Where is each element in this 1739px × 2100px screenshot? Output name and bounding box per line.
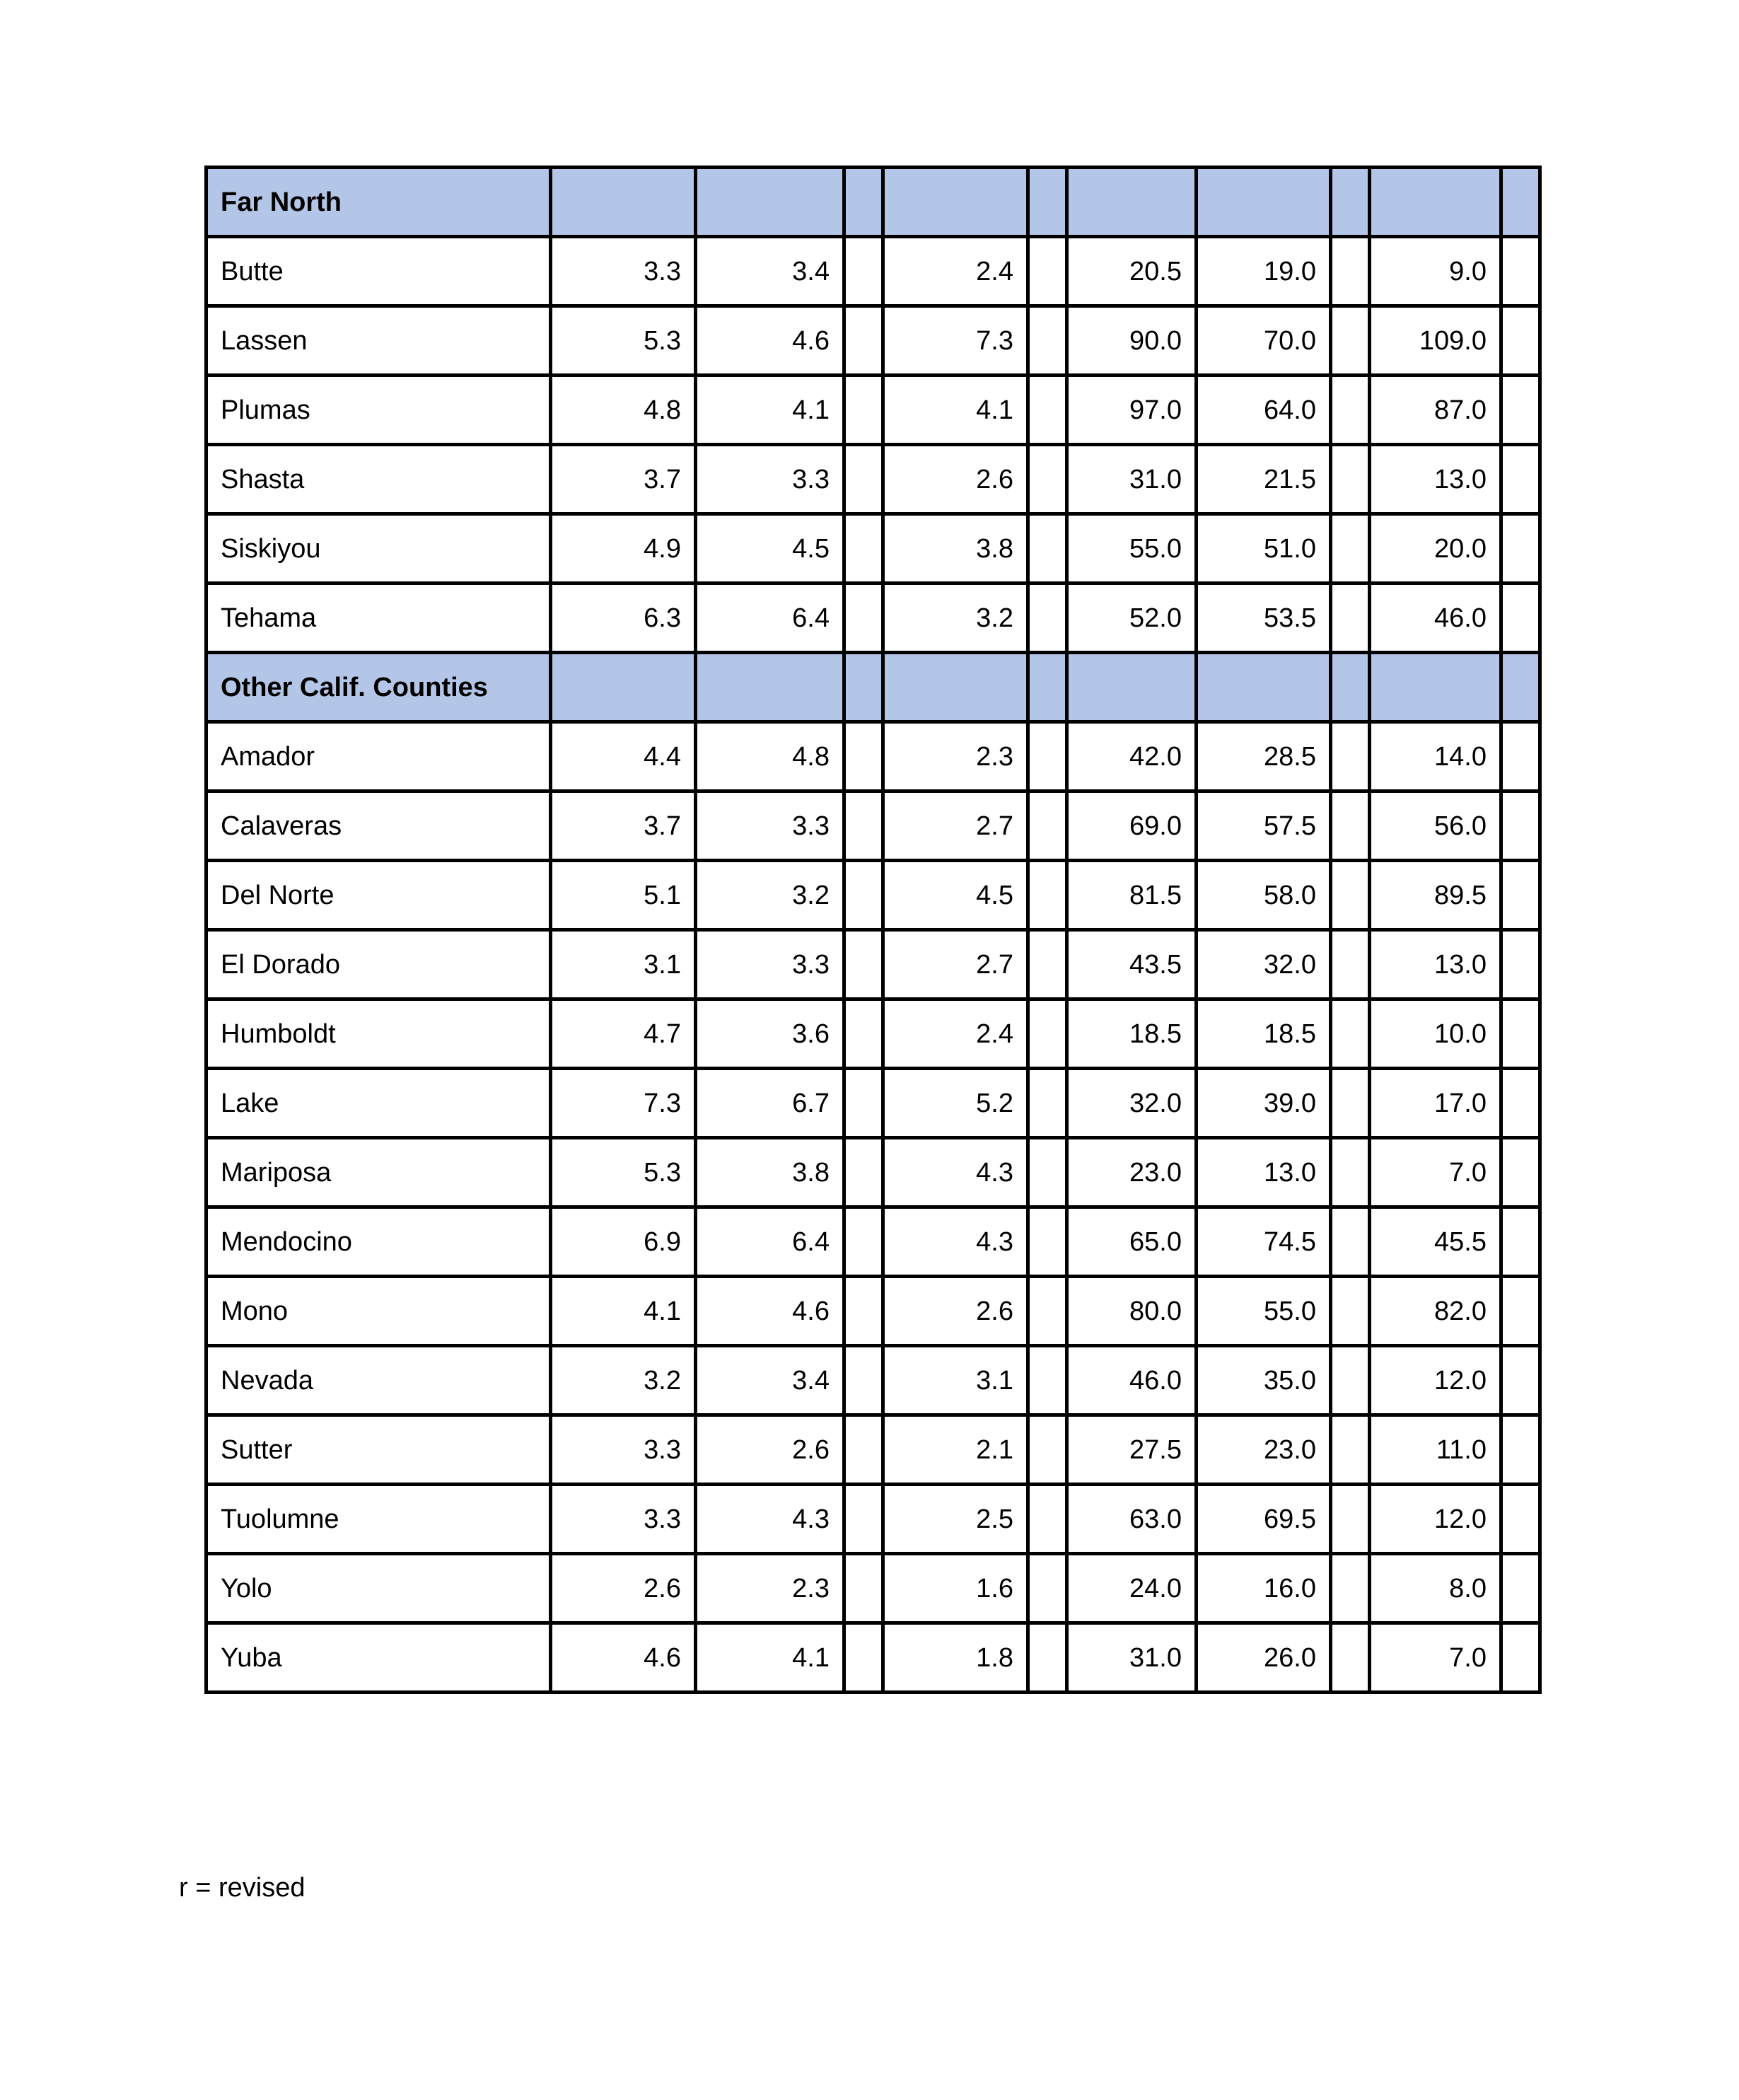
county-data-table bbox=[204, 166, 1542, 1694]
section-header-row bbox=[207, 653, 1540, 722]
value-cell: 90.0 bbox=[1067, 306, 1197, 376]
spacer-cell bbox=[1028, 1207, 1067, 1277]
value-cell: 12.0 bbox=[1370, 1346, 1501, 1415]
section-header-cell bbox=[1028, 168, 1067, 237]
value-cell: 3.1 bbox=[883, 1346, 1028, 1415]
value-cell: 2.3 bbox=[883, 722, 1028, 791]
spacer-cell bbox=[844, 1138, 883, 1207]
spacer-cell bbox=[1028, 1623, 1067, 1693]
value-cell: 4.5 bbox=[883, 861, 1028, 930]
value-cell: 53.5 bbox=[1197, 584, 1331, 653]
section-header-cell bbox=[1067, 168, 1197, 237]
value-cell: 4.9 bbox=[551, 514, 696, 584]
spacer-cell bbox=[844, 376, 883, 445]
value-cell: 3.7 bbox=[551, 791, 696, 861]
value-cell: 69.5 bbox=[1197, 1485, 1331, 1554]
table-row bbox=[207, 1623, 1540, 1693]
spacer-cell bbox=[1028, 1415, 1067, 1485]
value-cell: 26.0 bbox=[1197, 1623, 1331, 1693]
value-cell: 3.3 bbox=[551, 237, 696, 306]
county-name: Calaveras bbox=[207, 791, 551, 861]
spacer-cell bbox=[1331, 514, 1370, 584]
spacer-cell bbox=[1028, 237, 1067, 306]
value-cell: 64.0 bbox=[1197, 376, 1331, 445]
spacer-cell bbox=[1501, 1207, 1540, 1277]
value-cell: 4.6 bbox=[551, 1623, 696, 1693]
spacer-cell bbox=[1501, 1485, 1540, 1554]
value-cell: 2.1 bbox=[883, 1415, 1028, 1485]
value-cell: 55.0 bbox=[1197, 1277, 1331, 1346]
spacer-cell bbox=[1501, 306, 1540, 376]
section-header-cell bbox=[696, 653, 844, 722]
section-header-cell bbox=[1067, 653, 1197, 722]
value-cell: 8.0 bbox=[1370, 1554, 1501, 1623]
value-cell: 3.3 bbox=[696, 791, 844, 861]
value-cell: 56.0 bbox=[1370, 791, 1501, 861]
spacer-cell bbox=[1331, 1207, 1370, 1277]
value-cell: 3.8 bbox=[883, 514, 1028, 584]
value-cell: 13.0 bbox=[1370, 930, 1501, 999]
spacer-cell bbox=[1331, 445, 1370, 514]
spacer-cell bbox=[1028, 999, 1067, 1069]
value-cell: 2.5 bbox=[883, 1485, 1028, 1554]
county-name: Tuolumne bbox=[207, 1485, 551, 1554]
value-cell: 3.6 bbox=[696, 999, 844, 1069]
value-cell: 89.5 bbox=[1370, 861, 1501, 930]
value-cell: 4.1 bbox=[551, 1277, 696, 1346]
spacer-cell bbox=[1501, 1277, 1540, 1346]
spacer-cell bbox=[1331, 376, 1370, 445]
county-name: Siskiyou bbox=[207, 514, 551, 584]
spacer-cell bbox=[1331, 861, 1370, 930]
county-name: Humboldt bbox=[207, 999, 551, 1069]
county-name: Mariposa bbox=[207, 1138, 551, 1207]
county-name: Butte bbox=[207, 237, 551, 306]
spacer-cell bbox=[1028, 1485, 1067, 1554]
value-cell: 32.0 bbox=[1067, 1069, 1197, 1138]
value-cell: 20.0 bbox=[1370, 514, 1501, 584]
table-row bbox=[207, 445, 1540, 514]
table-body bbox=[207, 168, 1540, 1693]
table-row bbox=[207, 584, 1540, 653]
table-row bbox=[207, 1069, 1540, 1138]
spacer-cell bbox=[1331, 1554, 1370, 1623]
spacer-cell bbox=[1331, 1623, 1370, 1693]
value-cell: 6.9 bbox=[551, 1207, 696, 1277]
table-row bbox=[207, 1138, 1540, 1207]
table-row bbox=[207, 1554, 1540, 1623]
table-row bbox=[207, 306, 1540, 376]
value-cell: 6.7 bbox=[696, 1069, 844, 1138]
table-row bbox=[207, 1346, 1540, 1415]
spacer-cell bbox=[1331, 1138, 1370, 1207]
value-cell: 35.0 bbox=[1197, 1346, 1331, 1415]
spacer-cell bbox=[1501, 376, 1540, 445]
spacer-cell bbox=[1501, 445, 1540, 514]
spacer-cell bbox=[1028, 584, 1067, 653]
value-cell: 55.0 bbox=[1067, 514, 1197, 584]
spacer-cell bbox=[1331, 999, 1370, 1069]
spacer-cell bbox=[1501, 1069, 1540, 1138]
county-name: Amador bbox=[207, 722, 551, 791]
spacer-cell bbox=[1028, 445, 1067, 514]
value-cell: 2.6 bbox=[883, 445, 1028, 514]
spacer-cell bbox=[1028, 1554, 1067, 1623]
spacer-cell bbox=[844, 861, 883, 930]
spacer-cell bbox=[1028, 930, 1067, 999]
value-cell: 9.0 bbox=[1370, 237, 1501, 306]
spacer-cell bbox=[1501, 930, 1540, 999]
value-cell: 65.0 bbox=[1067, 1207, 1197, 1277]
value-cell: 3.4 bbox=[696, 1346, 844, 1415]
value-cell: 1.6 bbox=[883, 1554, 1028, 1623]
value-cell: 4.7 bbox=[551, 999, 696, 1069]
value-cell: 13.0 bbox=[1197, 1138, 1331, 1207]
footnote: r = revised bbox=[179, 1873, 306, 1903]
spacer-cell bbox=[1331, 1346, 1370, 1415]
section-header-cell bbox=[1370, 168, 1501, 237]
value-cell: 11.0 bbox=[1370, 1415, 1501, 1485]
value-cell: 10.0 bbox=[1370, 999, 1501, 1069]
value-cell: 51.0 bbox=[1197, 514, 1331, 584]
spacer-cell bbox=[844, 1069, 883, 1138]
value-cell: 18.5 bbox=[1197, 999, 1331, 1069]
section-header-cell bbox=[1331, 653, 1370, 722]
spacer-cell bbox=[1028, 306, 1067, 376]
section-header-cell bbox=[696, 168, 844, 237]
section-header-row bbox=[207, 168, 1540, 237]
value-cell: 2.4 bbox=[883, 999, 1028, 1069]
county-name: Del Norte bbox=[207, 861, 551, 930]
value-cell: 82.0 bbox=[1370, 1277, 1501, 1346]
spacer-cell bbox=[1331, 1069, 1370, 1138]
section-header-cell bbox=[551, 168, 696, 237]
spacer-cell bbox=[844, 1415, 883, 1485]
value-cell: 6.4 bbox=[696, 584, 844, 653]
value-cell: 6.3 bbox=[551, 584, 696, 653]
value-cell: 3.2 bbox=[883, 584, 1028, 653]
table-row bbox=[207, 722, 1540, 791]
section-header-cell bbox=[1501, 168, 1540, 237]
spacer-cell bbox=[1501, 1623, 1540, 1693]
spacer-cell bbox=[1501, 1554, 1540, 1623]
value-cell: 4.1 bbox=[696, 1623, 844, 1693]
county-name: Sutter bbox=[207, 1415, 551, 1485]
spacer-cell bbox=[844, 1485, 883, 1554]
section-header-cell bbox=[551, 653, 696, 722]
spacer-cell bbox=[1331, 584, 1370, 653]
spacer-cell bbox=[844, 584, 883, 653]
section-title: Far North bbox=[207, 168, 551, 237]
value-cell: 2.4 bbox=[883, 237, 1028, 306]
value-cell: 7.0 bbox=[1370, 1623, 1501, 1693]
value-cell: 74.5 bbox=[1197, 1207, 1331, 1277]
value-cell: 4.3 bbox=[883, 1207, 1028, 1277]
value-cell: 27.5 bbox=[1067, 1415, 1197, 1485]
spacer-cell bbox=[1331, 1415, 1370, 1485]
value-cell: 32.0 bbox=[1197, 930, 1331, 999]
value-cell: 3.8 bbox=[696, 1138, 844, 1207]
value-cell: 46.0 bbox=[1370, 584, 1501, 653]
table-row bbox=[207, 999, 1540, 1069]
spacer-cell bbox=[1028, 791, 1067, 861]
value-cell: 3.7 bbox=[551, 445, 696, 514]
spacer-cell bbox=[1501, 999, 1540, 1069]
value-cell: 3.3 bbox=[696, 930, 844, 999]
value-cell: 1.8 bbox=[883, 1623, 1028, 1693]
spacer-cell bbox=[1028, 376, 1067, 445]
county-name: Mendocino bbox=[207, 1207, 551, 1277]
section-header-cell bbox=[1501, 653, 1540, 722]
value-cell: 4.3 bbox=[696, 1485, 844, 1554]
value-cell: 80.0 bbox=[1067, 1277, 1197, 1346]
section-header-cell bbox=[1370, 653, 1501, 722]
spacer-cell bbox=[1501, 722, 1540, 791]
value-cell: 5.3 bbox=[551, 1138, 696, 1207]
value-cell: 42.0 bbox=[1067, 722, 1197, 791]
spacer-cell bbox=[844, 237, 883, 306]
value-cell: 2.6 bbox=[696, 1415, 844, 1485]
spacer-cell bbox=[844, 1346, 883, 1415]
value-cell: 4.8 bbox=[696, 722, 844, 791]
county-name: Tehama bbox=[207, 584, 551, 653]
spacer-cell bbox=[1501, 1415, 1540, 1485]
value-cell: 69.0 bbox=[1067, 791, 1197, 861]
value-cell: 3.1 bbox=[551, 930, 696, 999]
spacer-cell bbox=[844, 999, 883, 1069]
value-cell: 4.1 bbox=[883, 376, 1028, 445]
value-cell: 19.0 bbox=[1197, 237, 1331, 306]
section-header-cell bbox=[844, 168, 883, 237]
value-cell: 13.0 bbox=[1370, 445, 1501, 514]
spacer-cell bbox=[1331, 306, 1370, 376]
value-cell: 4.3 bbox=[883, 1138, 1028, 1207]
value-cell: 14.0 bbox=[1370, 722, 1501, 791]
value-cell: 23.0 bbox=[1067, 1138, 1197, 1207]
spacer-cell bbox=[1501, 514, 1540, 584]
value-cell: 58.0 bbox=[1197, 861, 1331, 930]
spacer-cell bbox=[1331, 1277, 1370, 1346]
county-name: El Dorado bbox=[207, 930, 551, 999]
table-row bbox=[207, 861, 1540, 930]
spacer-cell bbox=[844, 1623, 883, 1693]
value-cell: 46.0 bbox=[1067, 1346, 1197, 1415]
value-cell: 31.0 bbox=[1067, 1623, 1197, 1693]
value-cell: 5.3 bbox=[551, 306, 696, 376]
spacer-cell bbox=[844, 791, 883, 861]
value-cell: 4.1 bbox=[696, 376, 844, 445]
county-name: Nevada bbox=[207, 1346, 551, 1415]
table-row bbox=[207, 930, 1540, 999]
spacer-cell bbox=[1331, 791, 1370, 861]
spacer-cell bbox=[1501, 1138, 1540, 1207]
section-header-cell bbox=[883, 653, 1028, 722]
spacer-cell bbox=[1028, 1138, 1067, 1207]
value-cell: 24.0 bbox=[1067, 1554, 1197, 1623]
spacer-cell bbox=[1028, 722, 1067, 791]
table-row bbox=[207, 791, 1540, 861]
value-cell: 28.5 bbox=[1197, 722, 1331, 791]
value-cell: 2.7 bbox=[883, 930, 1028, 999]
spacer-cell bbox=[844, 445, 883, 514]
spacer-cell bbox=[844, 1554, 883, 1623]
spacer-cell bbox=[1501, 584, 1540, 653]
section-header-cell bbox=[1028, 653, 1067, 722]
county-name: Lake bbox=[207, 1069, 551, 1138]
value-cell: 43.5 bbox=[1067, 930, 1197, 999]
spacer-cell bbox=[844, 1207, 883, 1277]
spacer-cell bbox=[1331, 1485, 1370, 1554]
value-cell: 63.0 bbox=[1067, 1485, 1197, 1554]
spacer-cell bbox=[1028, 1277, 1067, 1346]
spacer-cell bbox=[1028, 1069, 1067, 1138]
value-cell: 2.6 bbox=[551, 1554, 696, 1623]
spacer-cell bbox=[1028, 1346, 1067, 1415]
spacer-cell bbox=[1501, 237, 1540, 306]
spacer-cell bbox=[1028, 514, 1067, 584]
value-cell: 3.2 bbox=[696, 861, 844, 930]
value-cell: 3.3 bbox=[696, 445, 844, 514]
spacer-cell bbox=[844, 930, 883, 999]
county-name: Shasta bbox=[207, 445, 551, 514]
value-cell: 12.0 bbox=[1370, 1485, 1501, 1554]
value-cell: 39.0 bbox=[1197, 1069, 1331, 1138]
value-cell: 2.7 bbox=[883, 791, 1028, 861]
section-header-cell bbox=[844, 653, 883, 722]
value-cell: 81.5 bbox=[1067, 861, 1197, 930]
section-header-cell bbox=[1197, 168, 1331, 237]
value-cell: 16.0 bbox=[1197, 1554, 1331, 1623]
table-row bbox=[207, 1277, 1540, 1346]
value-cell: 109.0 bbox=[1370, 306, 1501, 376]
value-cell: 5.2 bbox=[883, 1069, 1028, 1138]
value-cell: 70.0 bbox=[1197, 306, 1331, 376]
county-name: Yuba bbox=[207, 1623, 551, 1693]
value-cell: 87.0 bbox=[1370, 376, 1501, 445]
value-cell: 7.0 bbox=[1370, 1138, 1501, 1207]
county-name: Yolo bbox=[207, 1554, 551, 1623]
table-row bbox=[207, 1485, 1540, 1554]
value-cell: 6.4 bbox=[696, 1207, 844, 1277]
value-cell: 17.0 bbox=[1370, 1069, 1501, 1138]
table-row bbox=[207, 376, 1540, 445]
spacer-cell bbox=[844, 306, 883, 376]
spacer-cell bbox=[1501, 861, 1540, 930]
value-cell: 2.3 bbox=[696, 1554, 844, 1623]
spacer-cell bbox=[1501, 1346, 1540, 1415]
value-cell: 3.4 bbox=[696, 237, 844, 306]
spacer-cell bbox=[844, 514, 883, 584]
spacer-cell bbox=[1501, 791, 1540, 861]
value-cell: 7.3 bbox=[883, 306, 1028, 376]
value-cell: 97.0 bbox=[1067, 376, 1197, 445]
table-row bbox=[207, 1415, 1540, 1485]
spacer-cell bbox=[844, 722, 883, 791]
spacer-cell bbox=[1028, 861, 1067, 930]
value-cell: 7.3 bbox=[551, 1069, 696, 1138]
section-header-cell bbox=[1197, 653, 1331, 722]
value-cell: 31.0 bbox=[1067, 445, 1197, 514]
table-row bbox=[207, 1207, 1540, 1277]
value-cell: 18.5 bbox=[1067, 999, 1197, 1069]
spacer-cell bbox=[1331, 930, 1370, 999]
value-cell: 23.0 bbox=[1197, 1415, 1331, 1485]
table-row bbox=[207, 514, 1540, 584]
value-cell: 21.5 bbox=[1197, 445, 1331, 514]
value-cell: 4.6 bbox=[696, 1277, 844, 1346]
value-cell: 52.0 bbox=[1067, 584, 1197, 653]
section-header-cell bbox=[1331, 168, 1370, 237]
county-name: Lassen bbox=[207, 306, 551, 376]
county-name: Plumas bbox=[207, 376, 551, 445]
spacer-cell bbox=[1331, 722, 1370, 791]
section-title: Other Calif. Counties bbox=[207, 653, 551, 722]
value-cell: 3.3 bbox=[551, 1485, 696, 1554]
value-cell: 20.5 bbox=[1067, 237, 1197, 306]
value-cell: 3.3 bbox=[551, 1415, 696, 1485]
spacer-cell bbox=[1331, 237, 1370, 306]
county-name: Mono bbox=[207, 1277, 551, 1346]
value-cell: 4.5 bbox=[696, 514, 844, 584]
table-row bbox=[207, 237, 1540, 306]
value-cell: 4.4 bbox=[551, 722, 696, 791]
spacer-cell bbox=[844, 1277, 883, 1346]
value-cell: 5.1 bbox=[551, 861, 696, 930]
value-cell: 4.8 bbox=[551, 376, 696, 445]
value-cell: 3.2 bbox=[551, 1346, 696, 1415]
value-cell: 4.6 bbox=[696, 306, 844, 376]
value-cell: 45.5 bbox=[1370, 1207, 1501, 1277]
value-cell: 57.5 bbox=[1197, 791, 1331, 861]
section-header-cell bbox=[883, 168, 1028, 237]
value-cell: 2.6 bbox=[883, 1277, 1028, 1346]
